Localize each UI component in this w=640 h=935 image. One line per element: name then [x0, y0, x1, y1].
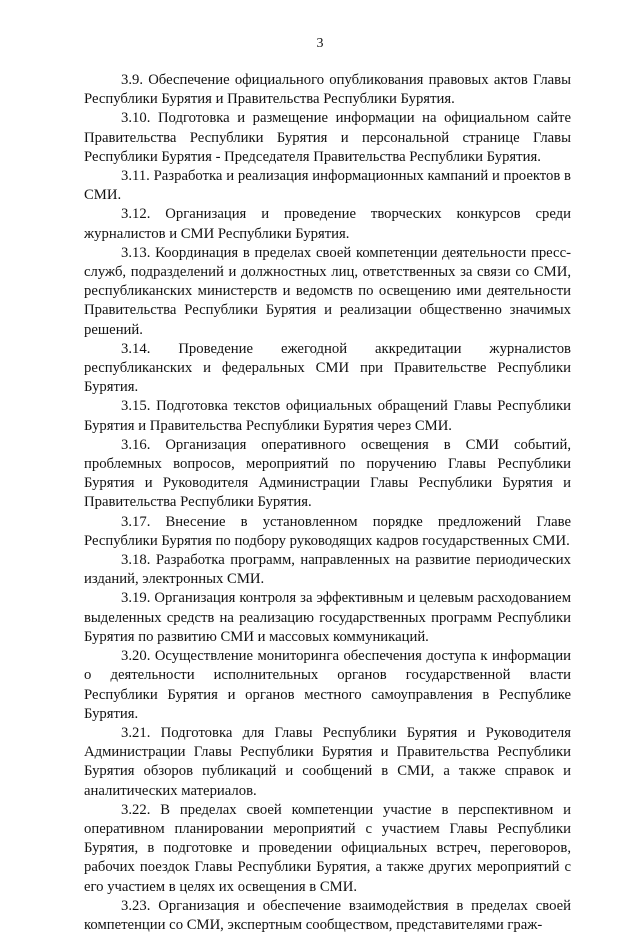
- paragraph-3-10: 3.10. Подготовка и размещение информации на официальном сайте Правительства Республики Бурятия и персональной странице Главы Республики Бурятия - Председателя Правительства Республики Бурятия.: [84, 110, 571, 165]
- paragraph-3-13: 3.13. Координация в пределах своей компетенции деятельности пресс-служб, подразделений и должностных лиц, ответственных за связи со СМИ, республиканских министерств и ведомств по освещению ими деятельности Правительства Республики Бурятия и реализации общественно значимых решений.: [84, 244, 571, 338]
- paragraph-3-9: 3.9. Обеспечение официального опубликования правовых актов Главы Республики Бурятия и Правительства Республики Бурятия.: [84, 72, 571, 108]
- paragraph-3-23: 3.23. Организация и обеспечение взаимодействия в пределах своей компетенции со СМИ, экспертным сообществом, представителями граж-: [84, 897, 571, 933]
- paragraph-3-11: 3.11. Разработка и реализация информационных кампаний и проектов в СМИ.: [84, 168, 571, 204]
- paragraph-3-17: 3.17. Внесение в установленном порядке предложений Главе Республики Бурятия по подбору руководящих кадров государственных СМИ.: [84, 513, 571, 549]
- page-number: 3: [316, 36, 324, 51]
- paragraph-3-22: 3.22. В пределах своей компетенции участие в перспективном и оперативном планировании мероприятий с участием Главы Республики Бурятия, в подготовке и проведении официальных встреч, переговоров, рабочих поездок Главы Республики Бурятия, а также других мероприятий с его участием в целях их освещения в СМИ.: [84, 801, 571, 895]
- paragraph-3-21: 3.21. Подготовка для Главы Республики Бурятия и Руководителя Администрации Главы Республики Бурятия и Правительства Республики Бурятия обзоров публикаций и сообщений в СМИ, а также справок и аналитических материалов.: [84, 724, 571, 799]
- document-body: [84, 71, 571, 935]
- paragraph-3-14: 3.14. Проведение ежегодной аккредитации журналистов республиканских и федеральных СМИ при Правительстве Республики Бурятия.: [84, 340, 571, 396]
- paragraph-3-15: 3.15. Подготовка текстов официальных обращений Главы Республики Бурятия и Правительства Республики Бурятия через СМИ.: [84, 398, 571, 434]
- paragraph-3-12: 3.12. Организация и проведение творческих конкурсов среди журналистов и СМИ Республики Бурятия.: [84, 206, 571, 242]
- paragraph-3-18: 3.18. Разработка программ, направленных на развитие периодических изданий, электронных СМИ.: [84, 552, 571, 588]
- paragraph-3-20: 3.20. Осуществление мониторинга обеспечения доступа к информации о деятельности исполнительных органов государственной власти Республики Бурятия и органов местного самоуправления в Республике Бурятия.: [84, 648, 571, 722]
- paragraph-3-16: 3.16. Организация оперативного освещения в СМИ событий, проблемных вопросов, мероприятий по поручению Главы Республики Бурятия и Руководителя Администрации Главы Республики Бурятия и Правительства Республики Бурятия.: [84, 436, 571, 511]
- paragraph-3-19: 3.19. Организация контроля за эффективным и целевым расходованием выделенных средств на реализацию государственных программ Республики Бурятия по развитию СМИ и массовых коммуникаций.: [84, 590, 571, 645]
